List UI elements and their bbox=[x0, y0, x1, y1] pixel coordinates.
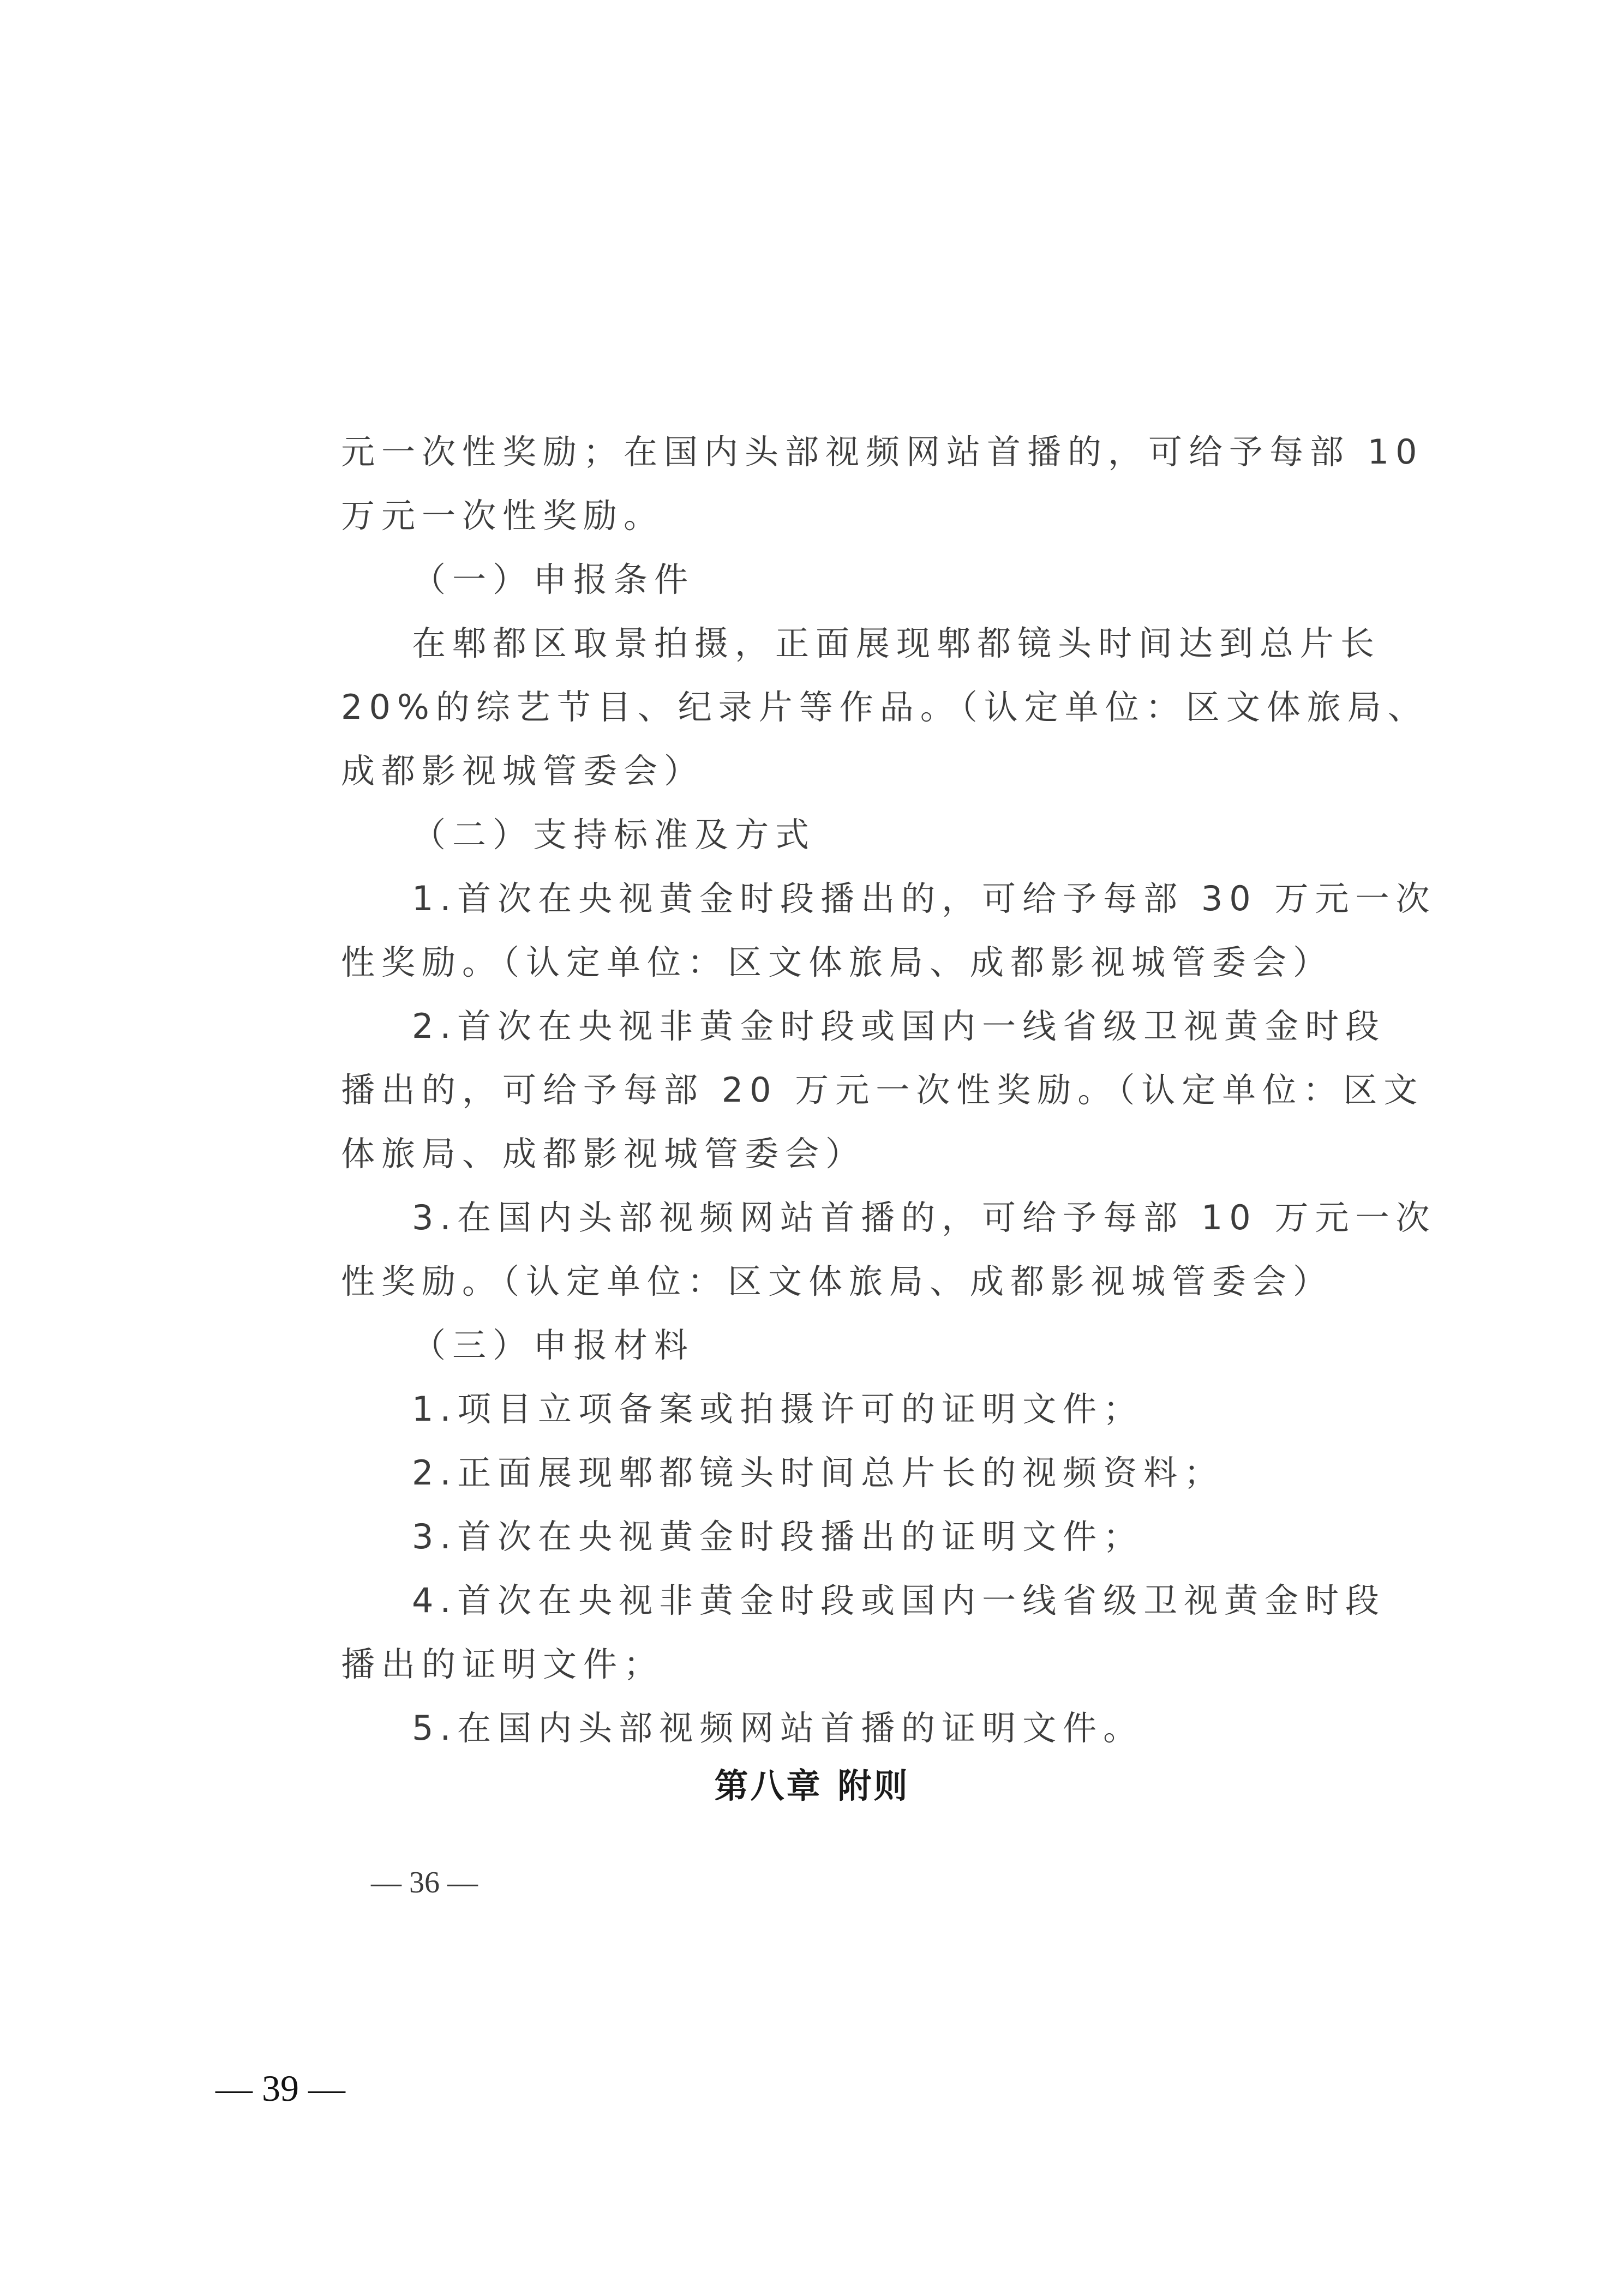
body-line: 体旅局、成都影视城管委会） bbox=[341, 1134, 866, 1174]
chapter-number: 第八章 bbox=[714, 1766, 823, 1806]
list-item: 5.在国内头部视频网站首播的证明文件。 bbox=[412, 1708, 1144, 1748]
list-item: 4.首次在央视非黄金时段或国内一线省级卫视黄金时段 bbox=[412, 1580, 1386, 1620]
list-item: 3.首次在央视黄金时段播出的证明文件； bbox=[412, 1517, 1144, 1556]
section-heading: （二）支持标准及方式 bbox=[412, 815, 816, 855]
list-item: 2.首次在央视非黄金时段或国内一线省级卫视黄金时段 bbox=[412, 1006, 1386, 1046]
list-item: 1.项目立项备案或拍摄许可的证明文件； bbox=[412, 1389, 1144, 1429]
body-line: 播出的，可给予每部 20 万元一次性奖励。（认定单位：区文 bbox=[341, 1070, 1424, 1110]
body-line: 播出的证明文件； bbox=[341, 1644, 664, 1684]
list-item: 1.首次在央视黄金时段播出的，可给予每部 30 万元一次 bbox=[412, 879, 1436, 918]
body-line: 性奖励。（认定单位：区文体旅局、成都影视城管委会） bbox=[341, 942, 1334, 982]
body-line: 元一次性奖励；在国内头部视频网站首播的，可给予每部 10 bbox=[341, 432, 1424, 472]
section-heading: （三）申报材料 bbox=[412, 1325, 695, 1365]
section-heading: （一）申报条件 bbox=[412, 560, 695, 599]
body-line: 性奖励。（认定单位：区文体旅局、成都影视城管委会） bbox=[341, 1261, 1334, 1301]
body-line: 在郫都区取景拍摄，正面展现郫都镜头时间达到总片长 bbox=[412, 623, 1381, 663]
body-line: 20%的综艺节目、纪录片等作品。（认定单位：区文体旅局、 bbox=[341, 687, 1428, 727]
body-line: 成都影视城管委会） bbox=[341, 751, 705, 791]
outer-page-number: — 39 — bbox=[215, 2067, 345, 2109]
list-item: 3.在国内头部视频网站首播的，可给予每部 10 万元一次 bbox=[412, 1198, 1436, 1237]
list-item: 2.正面展现郫都镜头时间总片长的视频资料； bbox=[412, 1453, 1225, 1493]
body-line: 万元一次性奖励。 bbox=[341, 496, 664, 536]
inner-page-number: — 36 — bbox=[371, 1866, 478, 1900]
chapter-heading bbox=[0, 1759, 1624, 1807]
chapter-title: 附则 bbox=[837, 1766, 910, 1806]
document-body bbox=[341, 420, 1436, 1760]
